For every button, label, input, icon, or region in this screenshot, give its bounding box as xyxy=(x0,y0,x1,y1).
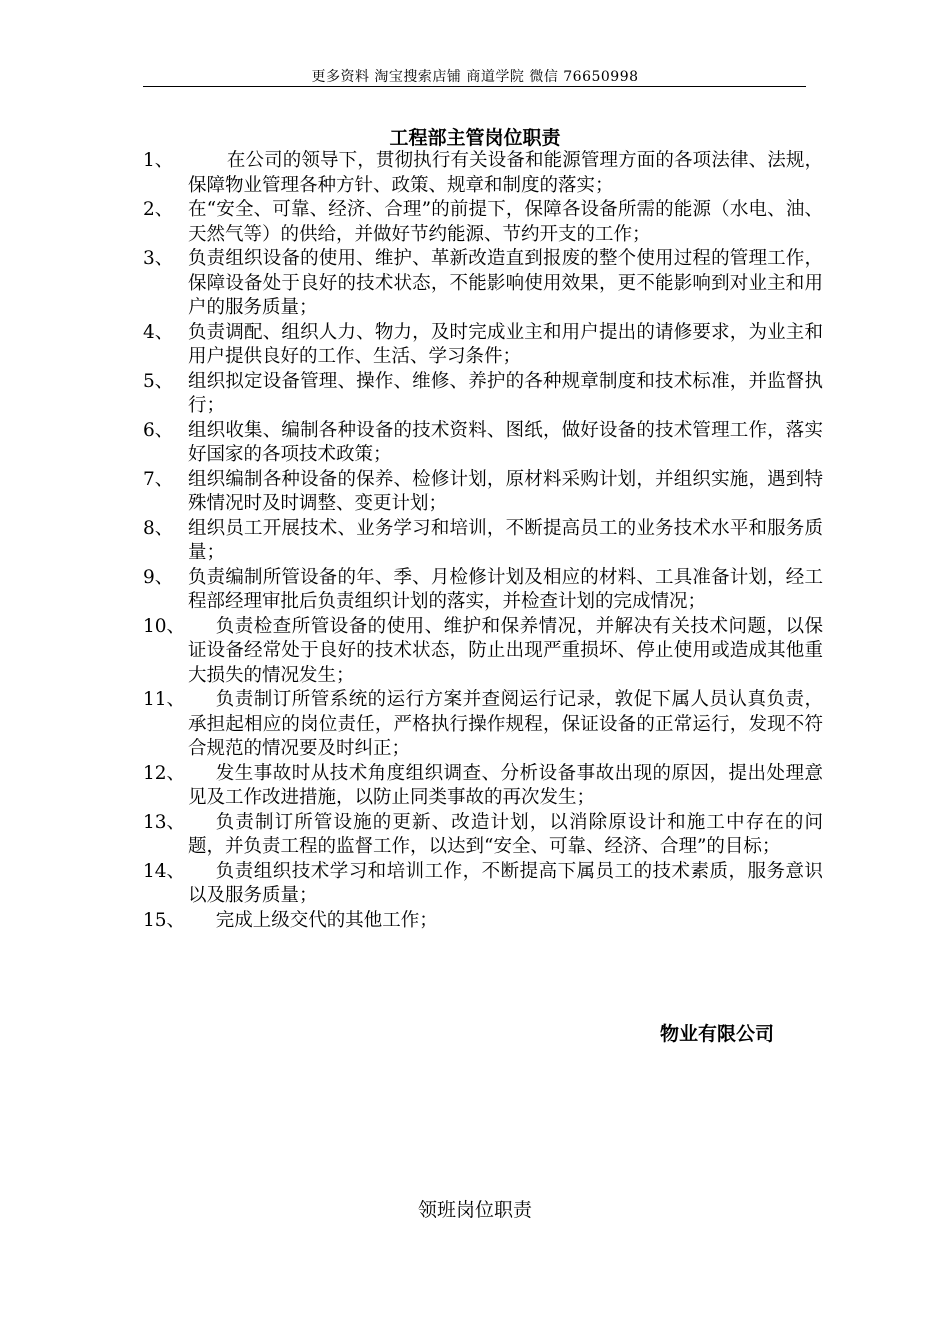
duty-number: 1、 xyxy=(143,150,174,171)
company-name: 物业有限公司 xyxy=(660,1023,775,1045)
duty-item xyxy=(143,860,823,909)
page-header-text: 更多资料 淘宝搜索店铺 商道学院 微信 76650998 xyxy=(311,69,639,85)
duty-item xyxy=(143,247,823,321)
duty-text: 负责组织技术学习和培训工作，不断提高下属员工的技术素质，服务意识以及服务质量； xyxy=(188,860,823,906)
duty-text: 负责制订所管设施的更新、改造计划，以消除原设计和施工中存在的问题，并负责工程的监督工作，以达到“安全、可靠、经济、合理”的目标； xyxy=(188,811,823,857)
duty-text: 在“安全、可靠、经济、合理”的前提下，保障各设备所需的能源（水电、油、天然气等）的供给，并做好节约能源、节约开支的工作； xyxy=(188,199,823,245)
duty-item xyxy=(143,321,823,370)
duty-number: 9、 xyxy=(143,566,174,588)
next-section-title: 领班岗位职责 xyxy=(417,1199,532,1221)
duty-number: 10、 xyxy=(143,615,186,637)
duty-text: 负责制订所管系统的运行方案并查阅运行记录，敦促下属人员认真负责，承担起相应的岗位责任，严格执行操作规程，保证设备的正常运行，发现不符合规范的情况要及时纠正； xyxy=(188,689,823,759)
duty-text: 组织收集、编制各种设备的技术资料、图纸，做好设备的技术管理工作，落实好国家的各项技术政策； xyxy=(188,419,823,465)
duty-number: 11、 xyxy=(143,689,186,710)
duty-item xyxy=(143,615,823,689)
duty-number: 3、 xyxy=(143,248,174,269)
duty-item xyxy=(143,149,823,198)
duty-text: 组织拟定设备管理、操作、维修、养护的各种规章制度和技术标准，并监督执行； xyxy=(188,370,823,416)
duty-text: 发生事故时从技术角度组织调查、分析设备事故出现的原因，提出处理意见及工作改进措施，以防止同类事故的再次发生； xyxy=(188,762,823,808)
duty-text: 组织编制各种设备的保养、检修计划，原材料采购计划，并组织实施，遇到特殊情况时及时调整、变更计划； xyxy=(188,468,823,514)
duty-text: 负责组织设备的使用、维护、革新改造直到报废的整个使用过程的管理工作，保障设备处于良好的技术状态，不能影响使用效果，更不能影响到对业主和用户的服务质量； xyxy=(188,248,823,318)
duty-text: 负责调配、组织人力、物力，及时完成业主和用户提出的请修要求，为业主和用户提供良好的工作、生活、学习条件； xyxy=(188,321,823,367)
duty-number: 15、 xyxy=(143,909,186,931)
duty-number: 6、 xyxy=(143,419,174,441)
duty-list xyxy=(143,149,823,933)
duty-number: 8、 xyxy=(143,517,174,539)
duty-item xyxy=(143,517,823,566)
duty-item xyxy=(143,688,823,762)
duty-number: 12、 xyxy=(143,762,186,784)
duty-number: 4、 xyxy=(143,321,174,343)
duty-item xyxy=(143,566,823,615)
duty-text: 完成上级交代的其他工作； xyxy=(215,909,438,931)
duty-item xyxy=(143,468,823,517)
document-title: 工程部主管岗位职责 xyxy=(389,127,561,149)
duty-item xyxy=(143,909,823,934)
duty-text: 负责检查所管设备的使用、维护和保养情况，并解决有关技术问题，以保证设备经常处于良好的技术状态，防止出现严重损坏、停止使用或造成其他重大损失的情况发生； xyxy=(188,615,823,686)
duty-number: 7、 xyxy=(143,468,174,490)
duty-text: 组织员工开展技术、业务学习和培训，不断提高员工的业务技术水平和服务质量； xyxy=(188,517,823,563)
duty-item xyxy=(143,419,823,468)
duty-number: 13、 xyxy=(143,811,186,833)
duty-number: 2、 xyxy=(143,199,174,220)
duty-number: 5、 xyxy=(143,370,174,392)
duty-item xyxy=(143,762,823,811)
duty-item xyxy=(143,370,823,419)
duty-text: 负责编制所管设备的年、季、月检修计划及相应的材料、工具准备计划，经工程部经理审批后负责组织计划的落实，并检查计划的完成情况； xyxy=(188,566,823,612)
duty-item xyxy=(143,198,823,247)
header-divider xyxy=(143,86,806,87)
duty-item xyxy=(143,811,823,860)
duty-text: 在公司的领导下，贯彻执行有关设备和能源管理方面的各项法律、法规，保障物业管理各种方针、政策、规章和制度的落实； xyxy=(188,150,823,196)
duty-number: 14、 xyxy=(143,860,186,882)
